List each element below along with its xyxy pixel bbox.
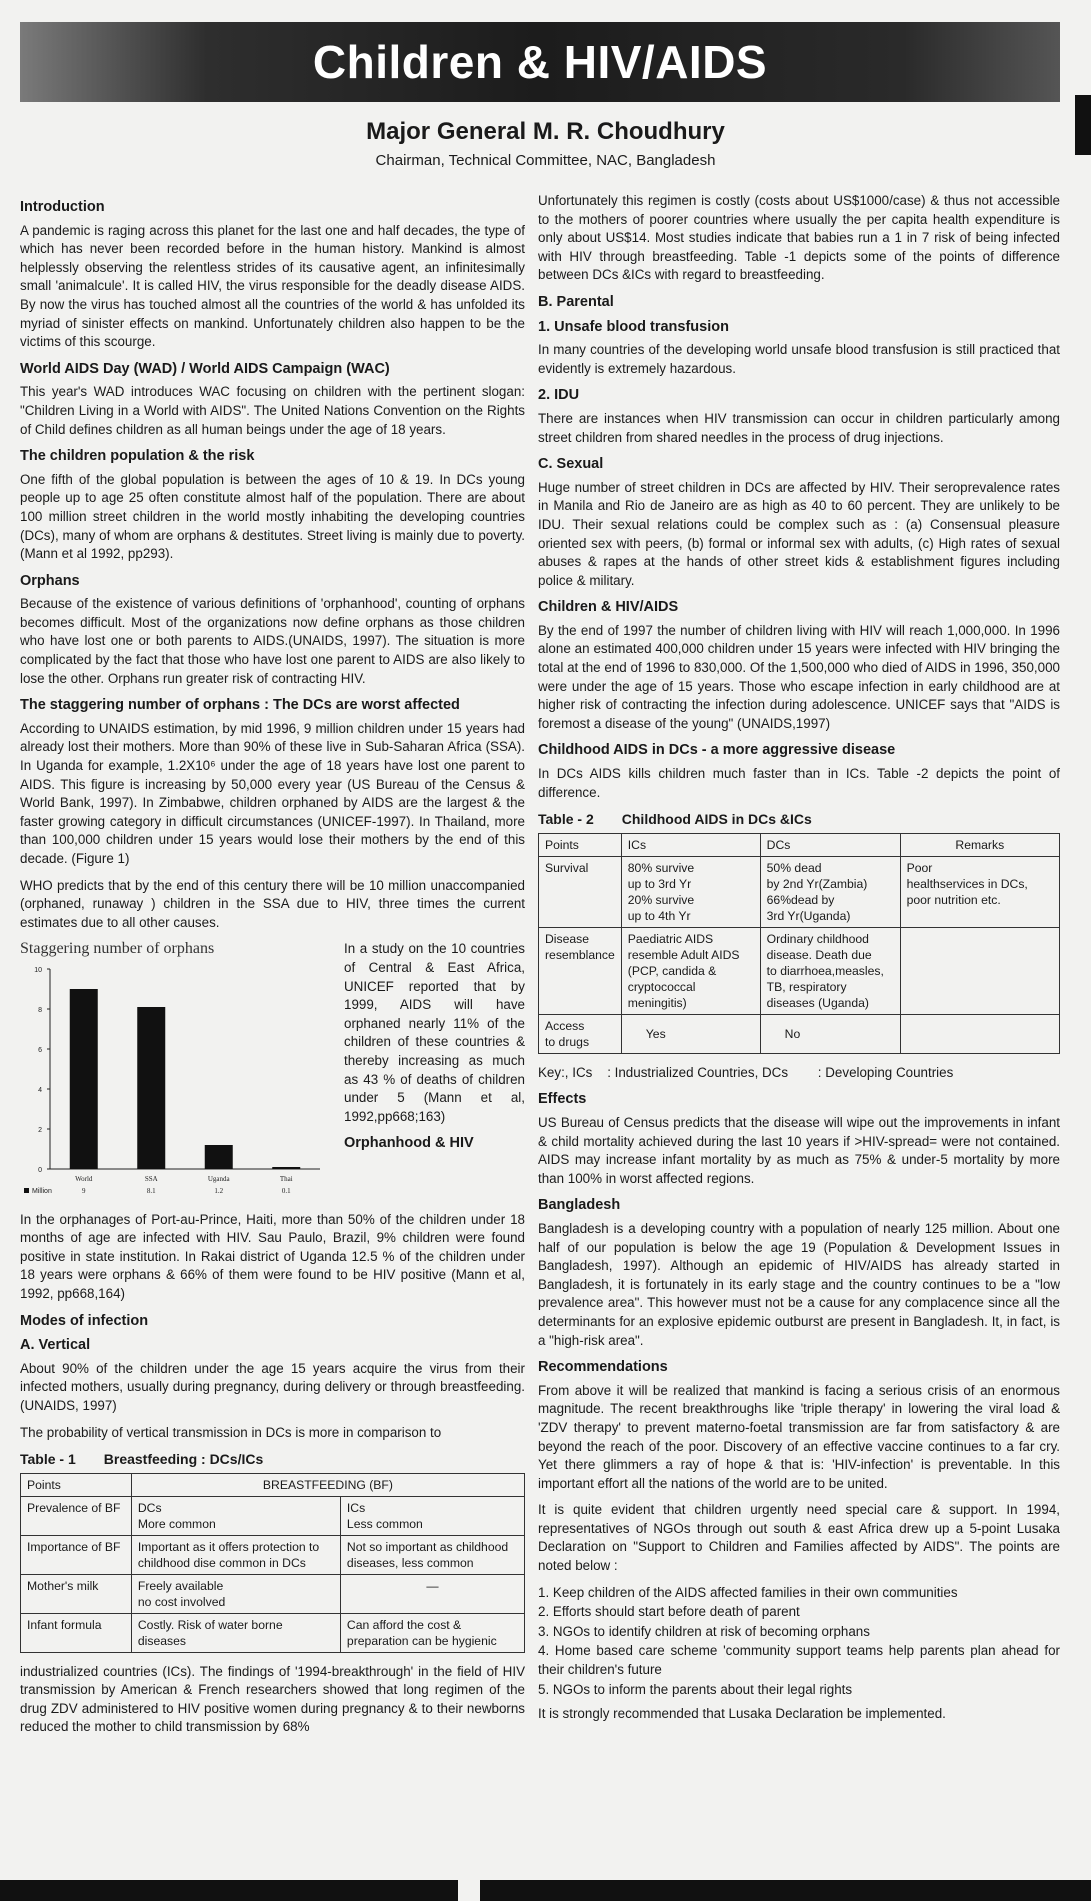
data-label: 0.1: [281, 1186, 291, 1195]
recommendations-list: [538, 1584, 1060, 1700]
table-row: [21, 1613, 525, 1652]
section-heading: World AIDS Day (WAD) / World AIDS Campaign (WAC): [20, 360, 390, 377]
table-cell: No: [760, 1014, 900, 1053]
list-item: 3. NGOs to identify children at risk of becoming orphans: [538, 1623, 870, 1639]
section-heading: 2. IDU: [538, 387, 580, 404]
table-header-cell: Remarks: [900, 833, 1059, 856]
table-header-cell: Points: [21, 1473, 132, 1496]
paragraph: WHO predicts that by the end of this century there will be 10 million unaccompanied (orphaned, runaway ) children in the SSA due to HIV, three times the current estimates due to all other causes.: [20, 877, 525, 930]
table-header-row: [21, 1473, 525, 1496]
paragraph: There are instances when HIV transmission can occur in children particularly among street children from shared needles in the process of drug injections.: [538, 410, 1060, 445]
table-cell: Important as it offers protection to childhood dise common in DCs: [131, 1535, 340, 1574]
table-cell: Disease resemblance: [539, 927, 622, 1014]
section-heading: Orphanhood & HIV: [344, 1135, 474, 1152]
bar-chart-svg: [20, 961, 330, 1201]
paragraph: In the orphanages of Port-au-Prince, Haiti, more than 50% of the children under 18 months of age are infected with HIV. Sau Paulo, Brazil, 9% children were found positive in state institution. In Rakai district of Uganda 12.5 % of the children under 18 years were orphans & 66% of them were found to be HIV positive (Mann et al, 1992, pp668,164): [20, 1211, 525, 1301]
paragraph: Bangladesh is a developing country with a population of nearly 125 million. About one half of our population is below the age 19 (Population & Development Issues in Bangladesh, 1997). Although an epidemic of HIV/AIDS has already started in Bangladesh, it is fortunately in its early stage and the country continues to be a "low prevalence area". This however must not be a cause for any complacence since all the determinants for an explosive epidemic outburst are present in Bangladesh. It, in fact, is a "high-risk area".: [538, 1220, 1060, 1348]
table-cell: Infant formula: [21, 1613, 132, 1652]
paragraph: In DCs AIDS kills children much faster than in ICs. Table -2 depicts the point of difference.: [538, 766, 1060, 800]
bottom-bar-left: [0, 1880, 458, 1901]
data-label: 9: [82, 1186, 86, 1195]
paragraph: This year's WAD introduces WAC focusing on children with the pertinent slogan: "Children Living in a World with AIDS". The United Nations Convention on the Rights of Child defines children as all human beings under the age of 18 years.: [20, 384, 525, 437]
y-tick-label: 6: [38, 1046, 42, 1054]
section-heading: Children & HIV/AIDS: [538, 599, 679, 616]
paragraph: According to UNAIDS estimation, by mid 1996, 9 million children under 15 years had already lost their mothers. More than 90% of these live in Sub-Saharan Africa (SSA). In Uganda for example, 1.2X10⁶ under the age of 18 years have lost one parent to AIDS. This figure is increasing by 50,000 every year (US Bureau of the Census & World Bank, 1997). In Zimbabwe, children orphaned by AIDS are the largest & the faster growing category in difficult circumstances (UNICEF-1997). In Thailand, more than 100,000 children under 15 years would lose their mothers by the end of this decade. (Figure 1): [20, 720, 525, 866]
table-title: Breastfeeding : DCs/ICs: [103, 1451, 264, 1468]
data-label: 8.1: [146, 1186, 156, 1195]
paragraph: Because of the existence of various definitions of 'orphanhood', counting of orphans becomes difficult. Most of the organizations now define orphans as those children who have lost one or both parents to AIDS.(UNAIDS, 1997). The situation is more complicated by the fact that those who have lost one parent to AIDS are also likely to lose the other. Orphans run greater risk of contracting HIV.: [20, 596, 525, 686]
section-heading: Bangladesh: [538, 1197, 621, 1214]
table-cell: Freely available no cost involved: [131, 1574, 340, 1613]
y-tick-label: 4: [38, 1086, 42, 1094]
section-heading: The children population & the risk: [20, 448, 255, 465]
table-header-row: [539, 833, 1060, 856]
y-tick-label: 8: [38, 1006, 42, 1014]
table-cell: 50% dead by 2nd Yr(Zambia) 66%dead by 3rd Yr(Uganda): [760, 856, 900, 927]
data-label: 1.2: [214, 1186, 224, 1195]
section-heading: The staggering number of orphans : The DCs are worst affected: [20, 697, 460, 714]
x-tick-label: SSA: [144, 1174, 158, 1183]
table-cell: Survival: [539, 856, 622, 927]
table-cell: Can afford the cost & preparation can be hygienic: [340, 1613, 524, 1652]
table-caption: [538, 810, 1060, 829]
table-cell: Yes: [621, 1014, 760, 1053]
orphans-chart: [20, 940, 330, 1206]
y-tick-label: 0: [38, 1166, 42, 1174]
paragraph: industrialized countries (ICs). The findings of '1994-breakthrough' in the field of HIV transmission by American & French researchers showed that long regimen of the drug ZDV administered to HIV positive women during pregnancy & to their newborns reduced the mother to child transmission by 68%: [20, 1663, 525, 1735]
section-heading: Recommendations: [538, 1359, 668, 1376]
paragraph: By the end of 1997 the number of children living with HIV will reach 1,000,000. In 1996 alone an estimated 400,000 children under 15 years were infected with HIV bringing the total at the end of 1996 to 830,000. Of the 1,500,000 who died of AIDS in 1996, 350,000 were under the age of 15 years. Those who escape infection in early childhood are at higher risk of contracting the infection during adolescence. UNICEF says that "AIDS is foremost a disease of the young" (UNAIDS,1997): [538, 622, 1060, 731]
bar: [272, 1167, 300, 1169]
author-affiliation: Chairman, Technical Committee, NAC, Bangladesh: [375, 152, 716, 169]
table-cell: —: [340, 1574, 524, 1613]
section-heading: B. Parental: [538, 293, 614, 310]
section-heading: Orphans: [20, 572, 80, 589]
table-label: Table - 1: [20, 1451, 76, 1468]
table-label: Table - 2: [538, 811, 594, 828]
table-cell: Importance of BF: [21, 1535, 132, 1574]
page-title: Children & HIV/AIDS: [312, 36, 768, 88]
bar: [70, 989, 98, 1169]
paragraph: About 90% of the children under the age 15 years acquire the virus from their infected mothers, usually during pregnancy, during delivery or through breastfeeding.(UNAIDS, 1997): [20, 1360, 525, 1413]
table-cell: Prevalence of BF: [21, 1496, 132, 1535]
table-cell: Mother's milk: [21, 1574, 132, 1613]
figure-side-text: [344, 940, 525, 1158]
section-heading: A. Vertical: [20, 1337, 91, 1354]
section-heading: C. Sexual: [538, 456, 604, 473]
y-tick-label: 10: [34, 966, 42, 974]
paragraph: In many countries of the developing world unsafe blood transfusion is still practiced that evidently is extremely hazardous.: [538, 342, 1060, 376]
table-title: Childhood AIDS in DCs &ICs: [621, 811, 812, 828]
section-heading: Effects: [538, 1091, 587, 1108]
chart-title: Staggering number of orphans: [20, 940, 215, 958]
childhood-aids-table: [538, 833, 1060, 1054]
list-item: 5. NGOs to inform the parents about their legal rights: [538, 1681, 853, 1697]
breastfeeding-table: [20, 1473, 525, 1653]
table-header-cell: ICs: [621, 833, 760, 856]
section-heading: Introduction: [20, 199, 105, 215]
table-row: [539, 856, 1060, 927]
paragraph: From above it will be realized that mankind is facing a serious crisis of an enormous magnitude. The recent breakthroughs like 'triple therapy' in lowering the viral load & 'ZDV therapy' to prevent materno-foetal transmission are far from satisfactory & are beyond the reach of the poor. Discovery of an effective vaccine continues to a far cry. Yet there glimmers a ray of hope & that is: 'HIV-infection' is preventable. In this important effort all the nations of the world are to be united.: [538, 1382, 1060, 1491]
legend-label: Million: [32, 1187, 52, 1195]
title-banner: [20, 22, 1060, 102]
table-header-cell: BREASTFEEDING (BF): [131, 1473, 524, 1496]
table-cell: Paediatric AIDS resemble Adult AIDS (PCP, candida & cryptococcal meningitis): [621, 927, 760, 1014]
legend-swatch: [24, 1188, 29, 1193]
paragraph: A pandemic is raging across this planet for the last one and half decades, the type of which has never been recorded before in the human history. Mankind is almost helplessly observing the relentless strides of its causative agent, an infinitesimally small 'animalcule'. It is called HIV, the virus responsible for the deadly disease AIDS. By now the virus has touched almost all the countries of the world & has unfolded its myriad of sinister effects on mankind. Unfortunately children also happen to be the victims of this scourge.: [20, 222, 525, 350]
list-item: 1. Keep children of the AIDS affected families in their own communities: [538, 1584, 958, 1600]
table-header-cell: DCs: [760, 833, 900, 856]
right-column: [538, 192, 1060, 1732]
list-item: 2. Efforts should start before death of parent: [538, 1604, 800, 1620]
table-cell: Poor healthservices in DCs, poor nutrition etc.: [900, 856, 1059, 927]
table-cell: [900, 1014, 1059, 1053]
table-caption: [20, 1450, 525, 1469]
author-name: Major General M. R. Choudhury: [366, 118, 725, 145]
section-heading: Childhood AIDS in DCs - a more aggressive disease: [538, 742, 896, 759]
list-item: 4. Home based care scheme 'community support teams help parents plan ahead for their children's future: [538, 1643, 1060, 1678]
left-column: [20, 192, 525, 1745]
y-tick-label: 2: [38, 1126, 42, 1134]
table-cell: Ordinary childhood disease. Death due to diarrhoea,measles, TB, respiratory diseases (Uganda): [760, 927, 900, 1014]
paragraph: One fifth of the global population is between the ages of 10 & 19. In DCs young people up to age 25 often constitute almost half of the population. There are about 100 million street children in the world mostly inhabiting the developing countries (DCs), many of whom are orphans & destitutes. Street living is mainly due to poverty. (Mann et al 1992, pp293).: [20, 471, 525, 562]
byline: [0, 118, 1091, 169]
x-tick-label: World: [75, 1174, 93, 1183]
table-row: [21, 1574, 525, 1613]
table-row: [539, 1014, 1060, 1053]
bottom-bar-right: [480, 1880, 1091, 1901]
table-cell: Access to drugs: [539, 1014, 622, 1053]
table-cell: Costly. Risk of water borne diseases: [131, 1613, 340, 1652]
x-tick-label: Uganda: [207, 1174, 230, 1183]
table-cell: DCs More common: [131, 1496, 340, 1535]
figure-block: [20, 940, 525, 1206]
paragraph: In a study on the 10 countries of Central & East Africa, UNICEF reported that by 1999, AIDS will have orphaned nearly 11% of the children of these countries & thereby increasing as much as 43 % of deaths of children under 5 (Mann et al, 1992,pp668;163): [344, 941, 525, 1124]
bar: [137, 1007, 165, 1169]
table-row: [539, 927, 1060, 1014]
bar: [205, 1145, 233, 1169]
table-cell: [900, 927, 1059, 1014]
table-row: [21, 1496, 525, 1535]
table-row: [21, 1535, 525, 1574]
x-tick-label: Thai: [279, 1174, 293, 1183]
section-heading: 1. Unsafe blood transfusion: [538, 318, 729, 335]
table-header-cell: Points: [539, 833, 622, 856]
paragraph: US Bureau of Census predicts that the disease will wipe out the improvements in infant & child mortality achieved during the last 10 years if >HIV-spread= were not contained. AIDS may increase infant mortality by as much as 75% & under-5 mortality by more than 100% in worst affected regions.: [538, 1115, 1060, 1186]
table-cell: ICs Less common: [340, 1496, 524, 1535]
paragraph: Unfortunately this regimen is costly (costs about US$1000/case) & thus not accessible to the mothers of poorer countries where usually the per capita health expenditure is only about US$14. Most studies indicate that babies run a 1 in 7 risk of being infected with HIV through breastfeeding. Table -1 depicts some of the points of difference between DCs &ICs with regard to breastfeeding.: [538, 193, 1060, 283]
paragraph: The probability of vertical transmission in DCs is more in comparison to: [20, 1424, 442, 1440]
table-cell: Not so important as childhood diseases, less common: [340, 1535, 524, 1574]
table-cell: 80% survive up to 3rd Yr 20% survive up to 4th Yr: [621, 856, 760, 927]
paragraph: It is strongly recommended that Lusaka Declaration be implemented.: [538, 1706, 946, 1722]
table-key: Key:, ICs : Industrialized Countries, DCs : Developing Countries: [538, 1064, 954, 1080]
section-heading: Modes of infection: [20, 1312, 149, 1329]
paragraph: It is quite evident that children urgently need special care & support. In 1994, representatives of NGOs through out south & east Africa drew up a 5-point Lusaka Declaration on "Support to Children and Families affected by AIDS". The points are noted below :: [538, 1502, 1060, 1574]
paragraph: Huge number of street children in DCs are affected by HIV. Their seroprevalence rates in Manila and Rio de Janeiro are as high as 40 to 60 percent. They are unlikely to be IDU. Their sexual relations could be complex such as : (a) Consensual pleasure oriented sex with peers, (b) formal or informal sex with adults, (c) High rates of sexual abuses & rapes at the hands of other street kids & establishment figures including police & military.: [538, 479, 1060, 588]
